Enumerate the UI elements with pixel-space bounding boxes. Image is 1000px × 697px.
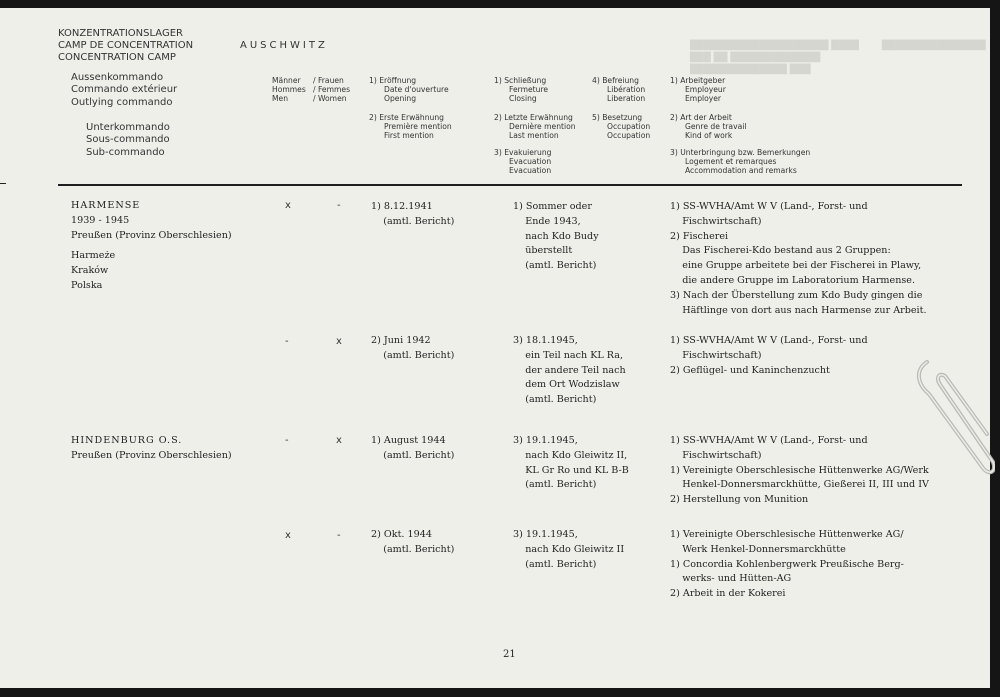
entry-2-men-mark: - — [285, 336, 289, 347]
entry-1-remarks: 1) SS-WVHA/Amt W V (Land-, Forst- und Fischwirtschaft) 2) Fischerei Das Fischerei-Kdo bestand aus 2 Gruppen: eine Gruppe arbeitete bei der Fischerei in Plawy, die andere Gruppe im Laboratorium Harmense. 3) Nach der Überstellung zum Kdo Budy gingen die Häftlinge von dort aus nach Harmense zur Arbeit. — [670, 201, 927, 316]
outlying-commando-label: Aussenkommando Commando extérieur Outlying commando — [71, 72, 178, 108]
sub-commando-label: Unterkommando Sous-commando Sub-commando — [86, 122, 170, 158]
last-mention-label: 2) Letzte Erwähnung Dernière mention Last mention — [494, 113, 576, 140]
entry-2-closing: 3) 18.1.1945, ein Teil nach KL Ra, der andere Teil nach dem Ort Wodzislaw (amtl. Bericht) — [513, 335, 626, 406]
liberation-label: 4) Befreiung Libération Liberation — [592, 76, 646, 103]
entry-2-women-mark: x — [336, 336, 342, 347]
paper-clip-icon — [905, 350, 995, 480]
page-number: 21 — [503, 649, 516, 660]
camp-type-heading: KONZENTRATIONSLAGER CAMP DE CONCENTRATION CONCENTRATION CAMP — [58, 28, 194, 63]
entry-4-women-mark: - — [337, 530, 341, 541]
employer-label: 1) Arbeitgeber Employeur Employer — [670, 76, 726, 103]
entry-3-opening: 1) August 1944 (amtl. Bericht) — [371, 435, 455, 461]
evacuation-label: 3) Evakuierung Evacuation Evacuation — [494, 148, 552, 175]
entry-2-opening: 2) Juni 1942 (amtl. Bericht) — [371, 335, 455, 361]
entry-2-remarks: 1) SS-WVHA/Amt W V (Land-, Forst- und Fischwirtschaft) 2) Geflügel- und Kaninchenzucht — [670, 335, 868, 376]
opening-label: 1) Eröffnung Date d'ouverture Opening — [369, 76, 449, 103]
header-divider-rule — [58, 184, 962, 186]
entry-harmense-name: HARMENSE 1939 - 1945 Preußen (Provinz Oberschlesien) — [71, 200, 232, 241]
entry-4-remarks: 1) Vereinigte Oberschlesische Hüttenwerke AG/ Werk Henkel-Donnersmarckhütte 1) Concordia Kohlenbergwerk Preußische Berg- werks- und Hütten-AG 2) Arbeit in der Kokerei — [670, 529, 904, 600]
accommodation-label: 3) Unterbringung bzw. Bemerkungen Logement et remarques Accommodation and remarks — [670, 148, 811, 175]
show-through-header: ████████████████████ ████ ███████████████ ███ ██ █████████████ ██████████████ ███ — [690, 41, 986, 75]
first-mention-label: 2) Erste Erwähnung Première mention First mention — [369, 113, 452, 140]
entry-3-women-mark: x — [336, 435, 342, 446]
closing-label: 1) Schließung Fermeture Closing — [494, 76, 549, 103]
edge-tick — [0, 183, 6, 184]
kind-of-work-label: 2) Art der Arbeit Genre de travail Kind of work — [670, 113, 747, 140]
entry-4-opening: 2) Okt. 1944 (amtl. Bericht) — [371, 529, 455, 555]
entry-3-closing: 3) 19.1.1945, nach Kdo Gleiwitz II, KL Gr Ro und KL B-B (amtl. Bericht) — [513, 435, 629, 491]
camp-name: AUSCHWITZ — [240, 40, 328, 51]
gender-men-label: Männer Hommes Men — [272, 76, 306, 103]
entry-1-closing: 1) Sommer oder Ende 1943, nach Kdo Budy überstellt (amtl. Bericht) — [513, 201, 599, 272]
gender-women-label: / Frauen / Femmes / Women — [313, 76, 351, 103]
entry-1-women-mark: - — [337, 200, 341, 211]
entry-hindenburg-name: HINDENBURG O.S. Preußen (Provinz Oberschlesien) — [71, 435, 232, 461]
occupation-label: 5) Besetzung Occupation Occupation — [592, 113, 651, 140]
entry-harmense-alt-names: Harmeże Kraków Polska — [71, 250, 116, 291]
entry-3-men-mark: - — [285, 435, 289, 446]
entry-1-men-mark: x — [285, 200, 291, 211]
entry-1-opening: 1) 8.12.1941 (amtl. Bericht) — [371, 201, 455, 227]
entry-4-men-mark: x — [285, 530, 291, 541]
entry-3-remarks: 1) SS-WVHA/Amt W V (Land-, Forst- und Fischwirtschaft) 1) Vereinigte Oberschlesische Hüttenwerke AG/Werk Henkel-Donnersmarckhütte, Gießerei II, III und IV 2) Herstellung von Munition — [670, 435, 929, 506]
entry-4-closing: 3) 19.1.1945, nach Kdo Gleiwitz II (amtl. Bericht) — [513, 529, 625, 570]
